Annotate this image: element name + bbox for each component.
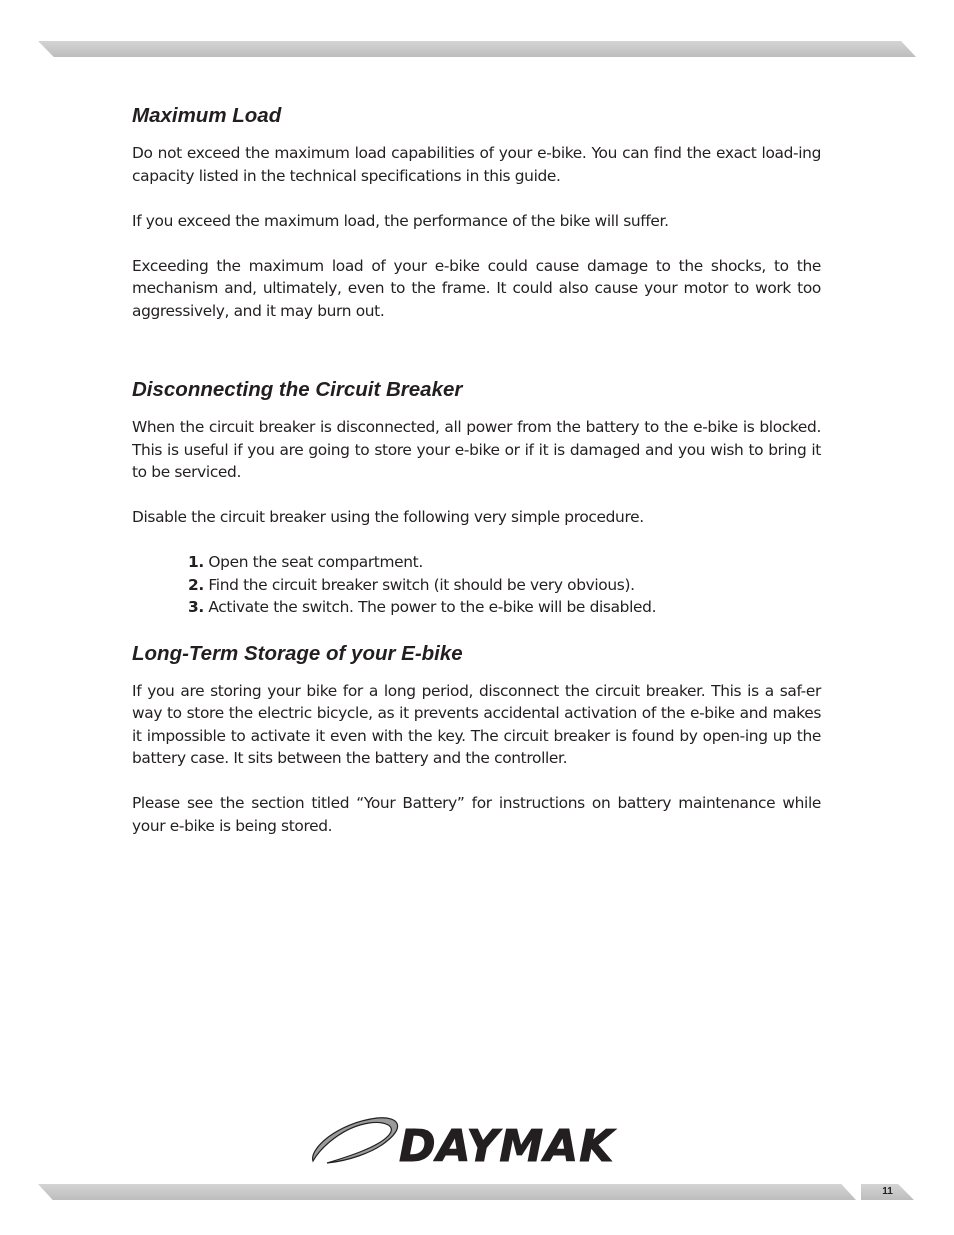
logo-wordmark: DAYMAK	[399, 1121, 615, 1167]
section-disconnecting-circuit-breaker	[132, 374, 821, 619]
step-text: Open the seat compartment.	[203, 553, 423, 571]
paragraph: Disable the circuit breaker using the following very simple procedure.	[132, 508, 644, 526]
section-maximum-load	[132, 100, 821, 322]
paragraph: Please see the section titled “Your Battery” for instructions on battery maintenance while your e-bike is being stored.	[132, 794, 821, 835]
section-heading: Maximum Load	[132, 104, 282, 127]
list-item	[188, 551, 821, 574]
header-band	[38, 41, 916, 57]
paragraph: When the circuit breaker is disconnected, all power from the battery to the e-bike is blocked. This is useful if you are going to store your e-bike or if it is damaged and you wish to bring it to be serviced.	[132, 418, 821, 481]
step-number: 2.	[188, 575, 204, 594]
paragraph: If you are storing your bike for a long period, disconnect the circuit breaker. This is a saf-er way to store the electric bicycle, as it prevents accidental activation of the e-bike and makes it impossible to activate it even with the key. The circuit breaker is found by open-ing up the battery case. It sits between the battery and the controller.	[132, 681, 821, 767]
paragraph: Do not exceed the maximum load capabilities of your e-bike. You can find the exact load-ing capacity listed in the technical specifications in this guide.	[132, 144, 821, 185]
daymak-logo	[307, 1113, 647, 1167]
procedure-steps	[132, 551, 821, 619]
section-heading: Disconnecting the Circuit Breaker	[132, 378, 463, 401]
step-text: Find the circuit breaker switch (it should be very obvious).	[203, 575, 635, 594]
paragraph: If you exceed the maximum load, the performance of the bike will suffer.	[132, 211, 669, 230]
step-number: 1.	[188, 553, 204, 571]
list-item	[188, 596, 821, 619]
section-heading: Long-Term Storage of your E-bike	[132, 641, 463, 665]
paragraph: Exceeding the maximum load of your e-bike could cause damage to the shocks, to the mechanism and, ultimately, even to the frame. It could also cause your motor to work too aggressively, and it may burn out.	[132, 256, 821, 320]
page-number: 11	[882, 1186, 893, 1197]
page-content	[132, 100, 821, 837]
footer-band	[38, 1184, 856, 1200]
list-item	[188, 574, 821, 597]
section-long-term-storage	[132, 638, 821, 838]
step-number: 3.	[188, 598, 204, 616]
step-text: Activate the switch. The power to the e-bike will be disabled.	[203, 598, 657, 616]
